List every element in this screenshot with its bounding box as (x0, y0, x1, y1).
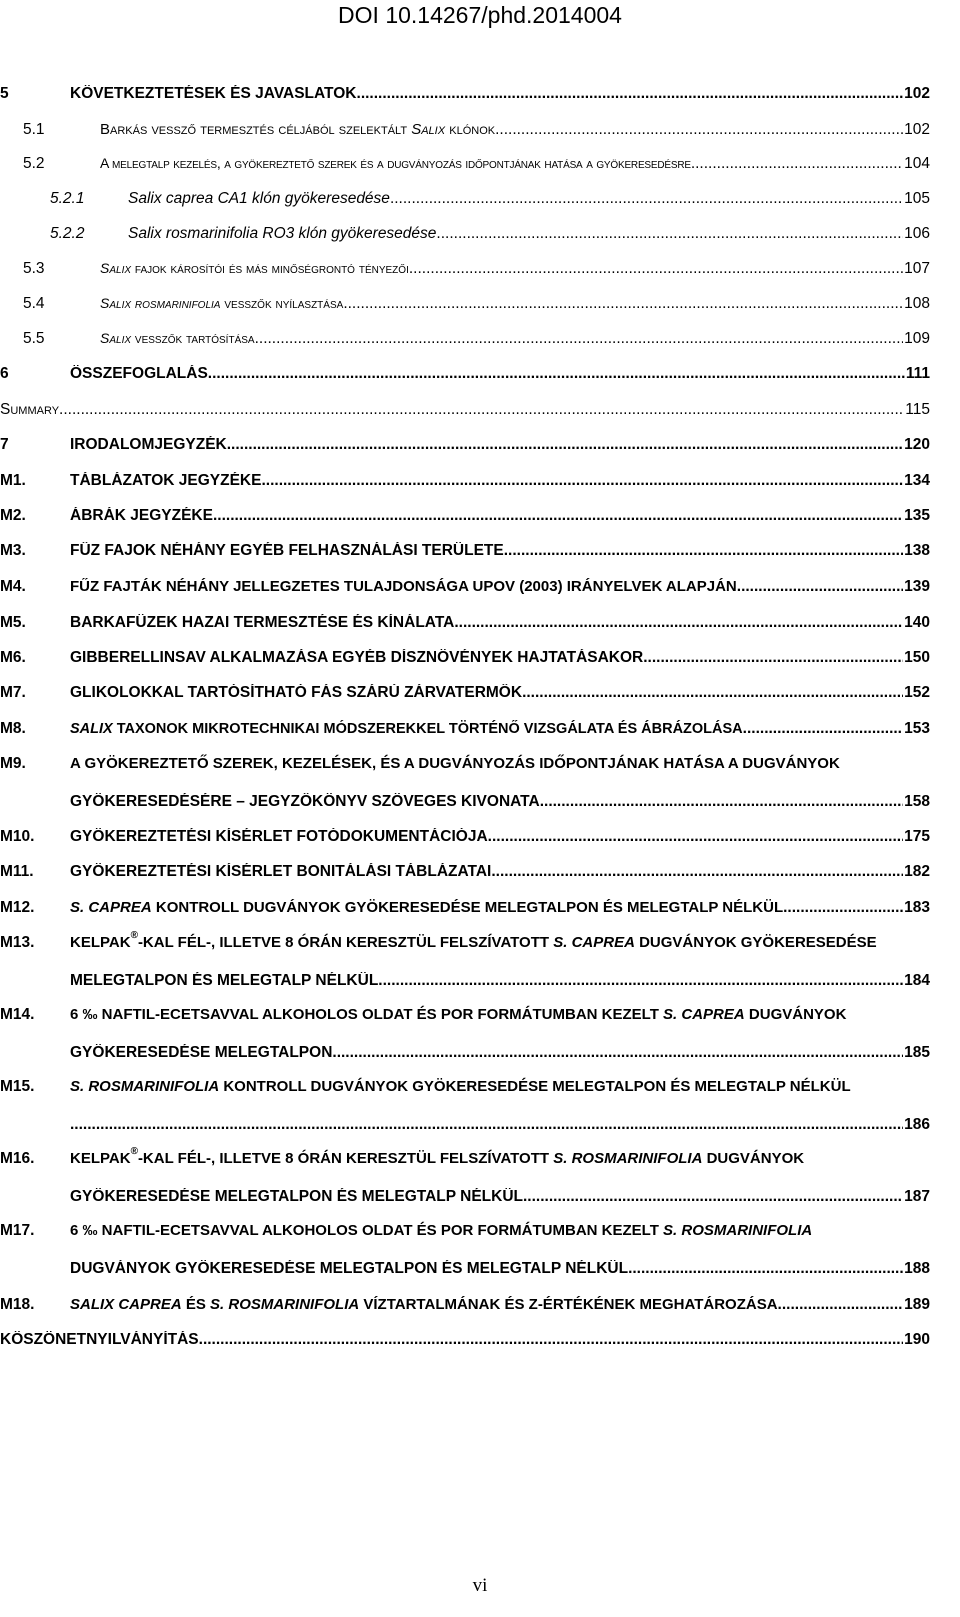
toc-title-italic: Salix (411, 121, 446, 138)
toc-entry-5[interactable] (0, 85, 930, 107)
toc-number: M11. (0, 863, 34, 880)
toc-entry-m3[interactable] (0, 542, 930, 564)
toc-entry-m6[interactable] (0, 649, 930, 671)
toc-page: 175 (904, 828, 930, 845)
dot-leader (261, 472, 903, 490)
dot-leader (643, 649, 903, 667)
registered-mark: ® (130, 930, 138, 941)
toc-title: GLIKOLOKKAL TARTÓSÍTHATÓ FÁS SZÁRÚ ZÁRVATERMŐK (70, 684, 523, 701)
dot-leader (436, 225, 903, 243)
toc-title-italic: Salix (100, 330, 132, 346)
dot-leader (357, 85, 904, 103)
toc-title: FŰZ FAJOK NÉHÁNY EGYÉB FELHASZNÁLÁSI TERÜLETE (70, 542, 504, 559)
toc-entry-5-4[interactable] (0, 295, 930, 317)
toc-entry-5-3[interactable] (0, 260, 930, 282)
toc-page: 186 (904, 1116, 930, 1133)
toc-page: 184 (904, 972, 930, 989)
toc-number: M16. (0, 1150, 35, 1167)
dot-leader (208, 365, 905, 383)
toc-page: 187 (904, 1188, 930, 1205)
doi-header: DOI 10.14267/phd.2014004 (338, 2, 622, 28)
toc-title: GYÖKEREZTETÉSI KÍSÉRLET FOTÓDOKUMENTÁCIÓJA (70, 828, 488, 845)
toc-title: BARKAFÜZEK HAZAI TERMESZTÉSE ÉS KÍNÁLATA (70, 614, 455, 631)
toc-page: 109 (904, 330, 930, 347)
toc-entry-5-2[interactable] (0, 155, 930, 177)
dot-leader (255, 330, 904, 348)
dot-leader (390, 190, 903, 208)
toc-title-c: DUGVÁNYOK (744, 1006, 847, 1023)
toc-page: 152 (904, 684, 930, 701)
toc-title-b: -KAL FÉL-, ILLETVE 8 ÓRÁN KERESZTÜL FELSZÍVATOTT (137, 934, 554, 951)
toc-page: 115 (905, 401, 930, 418)
toc-entry-5-5[interactable] (0, 330, 930, 352)
toc-number: 5 (0, 85, 9, 102)
dot-leader (495, 121, 903, 139)
dot-leader (59, 401, 904, 419)
toc-title: GIBBERELLINSAV ALKALMAZÁSA EGYÉB DÍSZNÖVÉNYEK HAJTATÁSAKOR (70, 649, 644, 666)
toc-page: 138 (904, 542, 930, 559)
toc-page: 134 (904, 472, 930, 489)
toc-page: 104 (904, 155, 930, 172)
toc-number: M12. (0, 899, 35, 916)
toc-entry-5-2-1[interactable] (0, 190, 930, 212)
toc-title-italic: S. ROSMARINIFOLIA (70, 1078, 220, 1095)
toc-title: ÖSSZEFOGLALÁS (70, 365, 208, 382)
toc-title-b: -KAL FÉL-, ILLETVE 8 ÓRÁN KERESZTÜL FELSZÍVATOTT (137, 1150, 554, 1167)
toc-entry-m16[interactable] (0, 1146, 930, 1212)
toc-title-tail: klónok (445, 121, 496, 138)
toc-number: M4. (0, 578, 26, 595)
dot-leader (409, 260, 903, 278)
toc-title-a: 6 ‰ NAFTIL-ECETSAVVAL ALKOHOLOS OLDAT ÉS POR FORMÁTUMBAN KEZELT (70, 1222, 664, 1239)
toc-title: TAXONOK MIKROTECHNIKAI MÓDSZEREKKEL TÖRTÉNŐ VIZSGÁLATA ÉS ÁBRÁZOLÁSA (112, 721, 743, 737)
toc-number: M3. (0, 542, 26, 559)
toc-page: 189 (904, 1296, 930, 1313)
toc-number: M17. (0, 1222, 35, 1239)
toc-page: 105 (904, 190, 930, 207)
toc-number: M6. (0, 649, 26, 666)
toc-title: KÖVETKEZTETÉSEK ÉS JAVASLATOK (70, 85, 357, 102)
toc-title-b: VÍZTARTALMÁNAK ÉS Z-ÉRTÉKÉNEK MEGHATÁROZÁSA (359, 1296, 778, 1313)
toc-page: 185 (904, 1044, 930, 1061)
toc-page: 111 (905, 365, 930, 382)
toc-number: M10. (0, 828, 35, 845)
toc-title-c: DUGVÁNYOK GYÖKERESEDÉSE (634, 934, 877, 951)
toc-entry-m1[interactable] (0, 472, 930, 494)
toc-entry-m8[interactable] (0, 720, 930, 742)
toc-title-line2: GYÖKERESEDÉSÉRE – JEGYZŐKÖNYV SZÖVEGES KIVONATA (70, 793, 540, 810)
toc-entry-5-2-2[interactable] (0, 225, 930, 247)
dot-leader (743, 720, 903, 738)
toc-page: 107 (904, 260, 930, 277)
toc-page: 102 (904, 121, 930, 138)
toc-title-line2: GYÖKERESEDÉSE MELEGTALPON (70, 1044, 333, 1061)
toc-title-a: KELPAK (70, 1150, 131, 1167)
toc-entry-m10[interactable] (0, 828, 930, 850)
toc-entry-summary[interactable] (0, 401, 930, 423)
page-number: vi (472, 1575, 488, 1596)
toc-number: M1. (0, 472, 26, 489)
toc-entry-m13[interactable] (0, 930, 930, 996)
toc-title-italic-2: S. ROSMARINIFOLIA (210, 1296, 360, 1313)
toc-title: A melegtalp kezelés, a gyökereztető szerek és a dugványozás időpontjának hatása a gyökeresedésre (100, 155, 691, 171)
dot-leader (488, 828, 903, 846)
toc-page: 188 (904, 1260, 930, 1277)
toc-title-line2: DUGVÁNYOK GYÖKERESEDÉSE MELEGTALPON ÉS MELEGTALP NÉLKÜL (70, 1260, 629, 1277)
toc-title-italic: SALIX (70, 721, 113, 737)
toc-number: 7 (0, 436, 9, 453)
toc-title-italic: S. CAPREA (663, 1006, 745, 1023)
toc-entry-m7[interactable] (0, 684, 930, 706)
toc-entry-6[interactable] (0, 365, 930, 387)
toc-entry-7[interactable] (0, 436, 930, 458)
toc-page: 106 (904, 225, 930, 242)
toc-title-a: 6 ‰ NAFTIL-ECETSAVVAL ALKOHOLOS OLDAT ÉS POR FORMÁTUMBAN KEZELT (70, 1006, 664, 1023)
toc-entry-m9[interactable] (0, 755, 930, 815)
toc-number: 5.1 (23, 121, 45, 138)
dot-leader (332, 1044, 903, 1062)
toc-title-a: ÉS (181, 1296, 211, 1313)
toc-page: 140 (904, 614, 930, 631)
toc-page: 102 (904, 85, 930, 102)
toc-title-italic: S. CAPREA (553, 934, 635, 951)
toc-page: 120 (904, 436, 930, 453)
toc-title-a: KELPAK (70, 934, 131, 951)
dot-leader (783, 899, 903, 917)
toc-number: M7. (0, 684, 26, 701)
toc-title: GYÖKEREZTETÉSI KÍSÉRLET BONITÁLÁSI TÁBLÁZATAI (70, 863, 492, 880)
toc-number: 5.3 (23, 260, 45, 277)
toc-title: Salix rosmarinifolia RO3 klón gyökeresedése (128, 225, 437, 242)
toc-entry-m18[interactable] (0, 1296, 930, 1318)
toc-number: M9. (0, 755, 26, 772)
dot-leader (70, 1116, 903, 1134)
toc-title-italic: S. ROSMARINIFOLIA (663, 1222, 813, 1239)
toc-entry-m11[interactable] (0, 863, 930, 885)
toc-title-italic: S. ROSMARINIFOLIA (553, 1150, 703, 1167)
toc-entry-acknowledgements[interactable] (0, 1331, 930, 1353)
toc-page: 135 (904, 507, 930, 524)
toc-title: KONTROLL DUGVÁNYOK GYÖKERESEDÉSE MELEGTALPON ÉS MELEGTALP NÉLKÜL (219, 1078, 851, 1095)
toc-title: Salix caprea CA1 klón gyökeresedése (128, 190, 390, 207)
toc-title-line2: MELEGTALPON ÉS MELEGTALP NÉLKÜL (70, 972, 379, 989)
toc-page: 190 (904, 1331, 930, 1348)
toc-title-italic: Salix (100, 260, 132, 276)
toc-title-line1: A GYÖKEREZTETŐ SZEREK, KEZELÉSEK, ÉS A DUGVÁNYOZÁS IDŐPONTJÁNAK HATÁSA A DUGVÁNYOK (70, 755, 840, 772)
dot-leader (540, 793, 903, 811)
toc-entry-m14[interactable] (0, 1006, 930, 1068)
toc-title: KONTROLL DUGVÁNYOK GYÖKERESEDÉSE MELEGTALPON ÉS MELEGTALP NÉLKÜL (151, 899, 784, 916)
toc-number: M8. (0, 720, 26, 737)
toc-number: M2. (0, 507, 26, 524)
dot-leader (491, 863, 903, 881)
dot-leader (628, 1260, 903, 1278)
dot-leader (199, 1331, 903, 1349)
toc-number: M5. (0, 614, 26, 631)
toc-number: 5.4 (23, 295, 45, 312)
toc-number: 5.2.2 (50, 225, 85, 242)
dot-leader (454, 614, 903, 632)
toc-title-line2: GYÖKERESEDÉSE MELEGTALPON ÉS MELEGTALP NÉLKÜL (70, 1188, 523, 1205)
toc-page: 183 (904, 899, 930, 916)
toc-page: 139 (904, 578, 930, 595)
toc-entry-m4[interactable] (0, 578, 930, 600)
dot-leader (378, 972, 903, 990)
toc-entry-m12[interactable] (0, 899, 930, 921)
dot-leader (778, 1296, 904, 1314)
dot-leader (227, 436, 903, 454)
toc-title-italic: S. CAPREA (70, 899, 152, 916)
toc-entry-5-1[interactable] (0, 121, 930, 143)
toc-title: fajok károsítói és más minőségrontó tényezői (131, 260, 409, 276)
toc-title: FŰZ FAJTÁK NÉHÁNY JELLEGZETES TULAJDONSÁGA UPOV (2003) IRÁNYELVEK ALAPJÁN (70, 578, 737, 595)
toc-number: M18. (0, 1296, 35, 1313)
toc-number: M13. (0, 934, 35, 951)
toc-page: 158 (904, 793, 930, 810)
toc-title: Summary (0, 401, 60, 418)
toc-number: 5.2 (23, 155, 45, 172)
dot-leader (522, 684, 903, 702)
toc-title: vesszők nyílasztása (220, 295, 344, 311)
dot-leader (213, 507, 903, 525)
dot-leader (737, 578, 903, 596)
dot-leader (523, 1188, 903, 1206)
toc-title: vesszők tartósítása (131, 330, 255, 346)
toc-title-italic: Salix rosmarinifolia (100, 295, 221, 311)
toc-page: 150 (904, 649, 930, 666)
toc-number: 6 (0, 365, 9, 382)
toc-entry-m17[interactable] (0, 1222, 930, 1284)
toc-number: M14. (0, 1006, 35, 1023)
toc-entry-m2[interactable] (0, 507, 930, 529)
toc-entry-m5[interactable] (0, 614, 930, 636)
toc-entry-m15[interactable] (0, 1078, 930, 1140)
toc-title-c: DUGVÁNYOK (702, 1150, 805, 1167)
toc-page: 153 (904, 720, 930, 737)
toc-number: 5.2.1 (50, 190, 85, 207)
toc-page: 182 (904, 863, 930, 880)
toc-title: KÖSZÖNETNYILVÁNYÍTÁS (0, 1331, 199, 1348)
toc-title-italic: SALIX CAPREA (70, 1296, 182, 1313)
toc-title: Barkás vessző termesztés céljából szelektált (100, 121, 412, 138)
toc-title: TÁBLÁZATOK JEGYZÉKE (70, 472, 262, 489)
registered-mark: ® (130, 1146, 138, 1157)
toc-title: ÁBRÁK JEGYZÉKE (70, 507, 213, 524)
toc-number: 5.5 (23, 330, 45, 347)
dot-leader (691, 155, 903, 173)
toc-number: M15. (0, 1078, 35, 1095)
toc-page: 108 (904, 295, 930, 312)
dot-leader (504, 542, 903, 560)
toc-title: IRODALOMJEGYZÉK (70, 436, 227, 453)
dot-leader (343, 295, 903, 313)
